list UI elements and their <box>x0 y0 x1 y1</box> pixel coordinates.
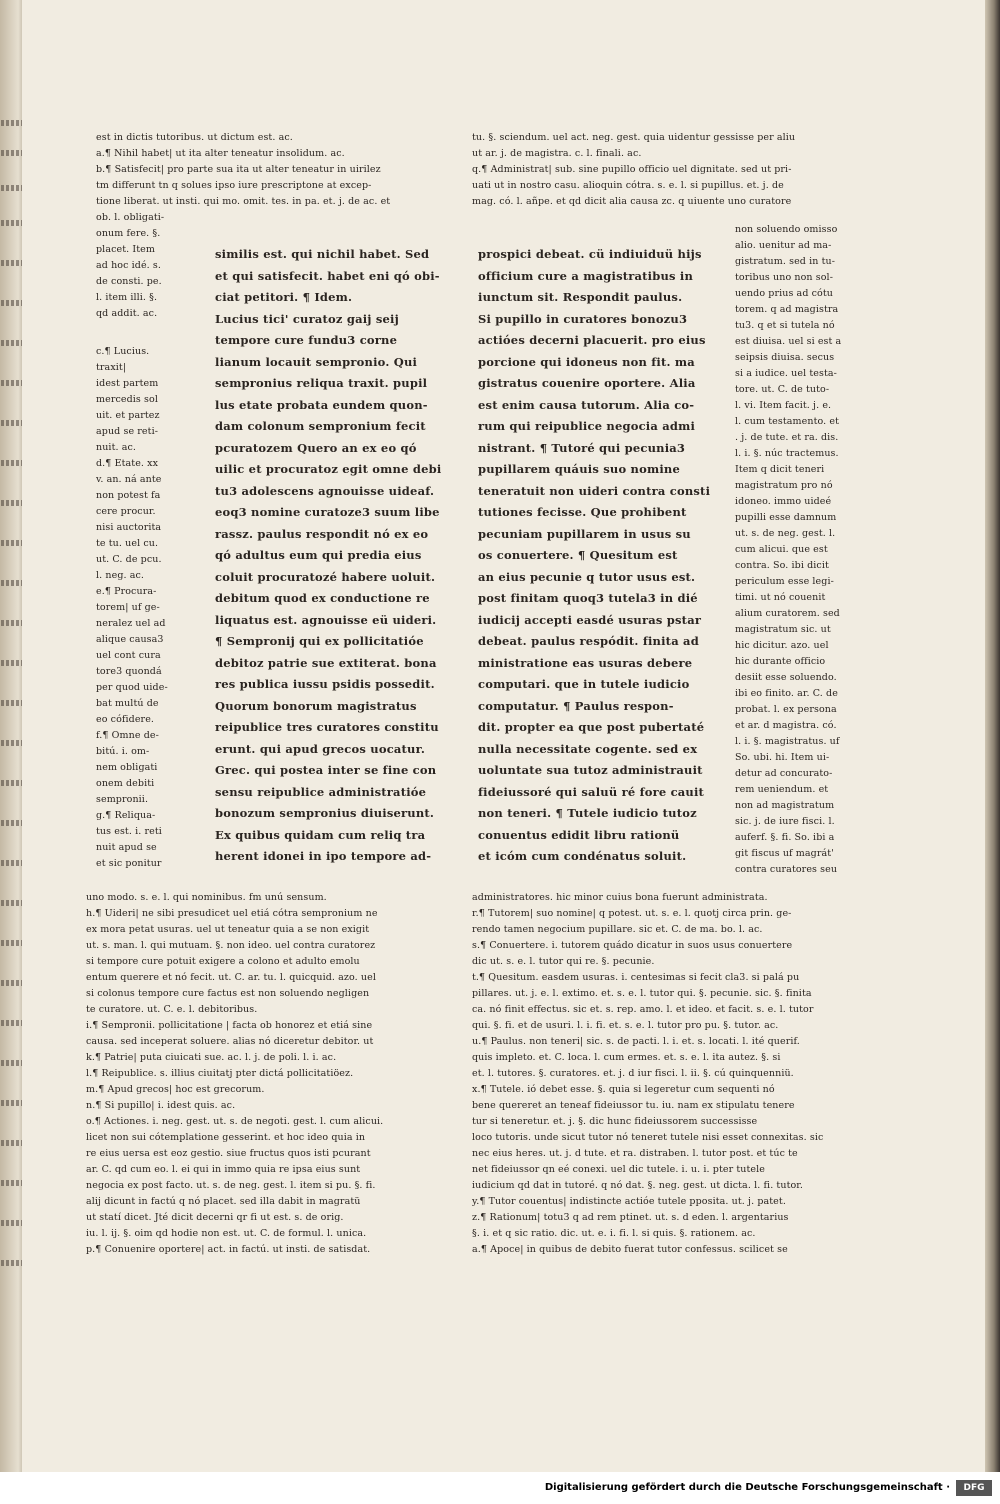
funding-notice: Digitalisierung gefördert durch die Deutsche Forschungsgemeinschaft · <box>544 1482 950 1493</box>
footer-bar <box>0 1472 1000 1504</box>
main-text-left: similis est. qui nichil habet. Sed et qui satisfecit. habet eni qó obi- ciat petitori. ¶ Idem. Lucius tici' curatoz gaij seij tempore cure fundu3 corne lianum locauit sempronio. Qui sempronius reliqua traxit. pupil lus etate probata eundem quon- dam colonum sempronium fecit pcuratozem Quero an ex eo qó uilic et procuratoz egit omne debi tu3 adolescens agnouisse uideaf. eoq3 nomine curatoze3 suum libe rassz. paulus respondit nó ex eo qó adultus eum qui predia eius coluit procuratozé habere uoluit. debitum quod ex conductione re liquatus est. agnouisse eü uideri. ¶ Sempronij qui ex pollicitatióe debitoz patrie sue extiterat. bona res publica iussu psidis possedit. Quorum bonorum magistratus reipublice tres curatores constitu erunt. qui apud grecos uocatur. Grec. qui postea inter se fine con sensu reipublice administratióe bonozum sempronius diuiserunt. Ex quibus quidam cum reliq tra herent idonei in ipo tempore ad- <box>215 247 442 863</box>
gloss-right: non soluendo omisso alio. uenitur ad ma- gistratum. sed in tu- toribus uno non sol- uendo prius ad cótu torem. q ad magistra tu3. q et si tutela nó est diuisa. uel si est a seipsis diuisa. secus si a iudice. uel testa- tore. ut. C. de tuto- l. vi. Item facit. j. e. l. cum testamento. et . j. de tute. et ra. dis. l. i. §. núc tractemus. Item q dicit teneri magistratum pro nó idoneo. immo uideé pupilli esse damnum ut. s. de neg. gest. l. cum alicui. que est contra. So. ibi dicit periculum esse legi- timi. ut nó couenit alium curatorem. sed magistratum sic. ut hic dicitur. azo. uel hic durante officio desiit esse soluendo. ibi eo finito. ar. C. de probat. l. ex persona et ar. d magistra. có. l. i. §. magistratus. uf So. ubi. hi. Item ui- detur ad concurato- rem ueniendum. et non ad magistratum sic. j. de iure fisci. l. auferf. §. fi. So. ibi a git fiscus uf magrát' contra curatores seu <box>735 224 842 875</box>
commentary-top-left: est in dictis tutoribus. ut dictum est. ac. a.¶ Nihil habet| ut ita alter teneatur insolidum. ac. b.¶ Satisfecit| pro parte sua ita ut alter teneatur in uirilez tm differunt tn q solues ipso iure prescriptone at excep- tione liberat. ut insti. qui mo. omit. tes. in pa. et. j. de ac. et ob. l. obligati- onum fere. §. placet. Item ad hoc idé. s. de consti. pe. l. item illi. §. qd addit. ac. <box>96 132 391 319</box>
page-edge <box>985 0 1000 1472</box>
dfg-logo: DFG <box>956 1480 992 1496</box>
main-text-right: prospici debeat. cü indiuiduü hijs officium cure a magistratibus in iunctum sit. Respondit paulus. Si pupillo in curatores bonozu3 actióes decerni placuerit. pro eius porcione qui idoneus non fit. ma gistratus couenire oportere. Alia est enim causa tutorum. Alia co- rum qui reipublice negocia admi nistrant. ¶ Tutoré qui pecunia3 pupillarem quáuis suo nomine teneratuit non uideri contra consti tutiones fecisse. Que prohibent pecuniam pupillarem in usus su os conuertere. ¶ Quesitum est an eius pecunie q tutor usus est. post finitam quoq3 tutela3 in dié iudicij accepti easdé usuras pstar debeat. paulus respódit. finita ad ministratione eas usuras debere computari. que in tutele iudicio computatur. ¶ Paulus respon- dit. propter ea que post pubertaté nulla necessitate cogente. sed ex uoluntate sua tutoz administrauit fideiussoré qui saluü ré fore cauit non teneri. ¶ Tutele iudicio tutoz conuentus edidit libru rationü et icóm cum condénatus soluit. <box>478 247 711 863</box>
gloss-left: c.¶ Lucius. traxit| idest partem mercedis sol uit. et partez apud se reti- nuit. ac. d.¶ Etate. xx v. an. ná ante non potest fa cere procur. nisi auctorita te tu. uel cu. ut. C. de pcu. l. neg. ac. e.¶ Procura- torem| uf ge- neralez uel ad alique causa3 uel cont cura tore3 quondá per quod uide- bat multú de eo cófidere. f.¶ Omne de- bitú. i. om- nem obligati onem debiti sempronii. g.¶ Reliqua- tus est. i. reti nuit apud se et sic ponitur <box>96 346 168 869</box>
commentary-bottom-left: uno modo. s. e. l. qui nominibus. fm unú sensum. h.¶ Uideri| ne sibi presudicet uel etiá cótra sempronium ne ex mora petat usuras. uel ut teneatur quia a se non exigit ut. s. man. l. qui mutuam. §. non ideo. uel contra curatorez si tempore cure potuit exigere a colono et adulto emolu entum querere et nó fecit. ut. C. ar. tu. l. quicquid. azo. uel si colonus tempore cure factus est non soluendo negligen te curatore. ut. C. e. l. debitoribus. i.¶ Sempronii. pollicitatione | facta ob honorez et etiá sine causa. sed inceperat soluere. alias nó diceretur debitor. ut k.¶ Patrie| puta ciuicati sue. ac. l. j. de poli. l. i. ac. l.¶ Reipublice. s. illius ciuitatj pter dictá pollicitatiöez. m.¶ Apud grecos| hoc est grecorum. n.¶ Si pupillo| i. idest quis. ac. o.¶ Actiones. i. neg. gest. ut. s. de negoti. gest. l. cum alicui. licet non sui cótemplatione gesserint. et hoc ideo quia in re eius uersa est eoz gestio. siue fructus quos isti pcurant ar. C. qd cum eo. l. ei qui in immo quia re ipsa eius sunt negocia ex post facto. ut. s. de neg. gest. l. item si pu. §. fi. alij dicunt in factú q nó placet. sed illa dabit in magratü ut statí dicet. Jté dicit decerni qr fi ut est. s. de orig. iu. l. ij. §. oim qd hodie non est. ut. C. de formul. l. unica. p.¶ Conuenire oportere| act. in factú. ut insti. de satisdat. <box>86 892 384 1255</box>
commentary-top-right: tu. §. sciendum. uel act. neg. gest. quia uidentur gessisse per aliu ut ar. j. de magistra. c. l. finali. ac. q.¶ Administrat| sub. sine pupillo officio uel dignitate. sed ut pri- uati ut in nostro casu. alioquin cótra. s. e. l. si pupillus. et. j. de mag. có. l. añpe. et qd dicit alia causa zc. q uiuente uno curatore <box>472 132 796 207</box>
commentary-bottom-right: administratores. hic minor cuius bona fuerunt administrata. r.¶ Tutorem| suo nomine| q potest. ut. s. e. l. quotj circa prin. ge- rendo tamen negocium pupillare. sic et. C. de ma. bo. l. ac. s.¶ Conuertere. i. tutorem quádo dicatur in suos usus conuertere dic ut. s. e. l. tutor qui re. §. pecunie. t.¶ Quesitum. easdem usuras. i. centesimas si fecit cla3. si palá pu pillares. ut. j. e. l. extimo. et. s. e. l. tutor qui. §. pecunie. sic. §. finita ca. nó finit effectus. sic et. s. rep. amo. l. et ideo. et facit. s. e. l. tutor qui. §. fi. et de usuri. l. i. fi. et. s. e. l. tutor pro pu. §. tutor. ac. u.¶ Paulus. non teneri| sic. s. de pacti. l. i. et. s. locati. l. ité querif. quis impleto. et. C. loca. l. cum ermes. et. s. e. l. ita autez. §. si et. l. tutores. §. curatores. et. j. d iur fisci. l. ii. §. cú quinquenniü. x.¶ Tutele. ió debet esse. §. quia si legeretur cum sequenti nó bene quereret an teneaf fideiussor tu. iu. nam ex stipulatu tenere tur si teneretur. et. j. §. dic hunc fideiussorem successisse loco tutoris. unde sicut tutor nó teneret tutele nisi esset connexitas. sic nec eius heres. ut. j. d tute. et ra. distraben. l. tutor post. et túc te net fideiussor qn eé conexi. uel dic tutele. i. u. i. pter tutele iudicium qd dat in tutoré. q nó dat. §. neg. gest. ut dicta. l. fi. tutor. y.¶ Tutor couentus| indistincte actióe tutele pposita. ut. j. patet. z.¶ Rationum| totu3 q ad rem ptinet. ut. s. d eden. l. argentarius §. i. et q sic ratio. dic. ut. e. i. fi. l. si quis. §. rationem. ac. a.¶ Apoce| in quibus de debito fuerat tutor confessus. scilicet se <box>472 892 824 1255</box>
